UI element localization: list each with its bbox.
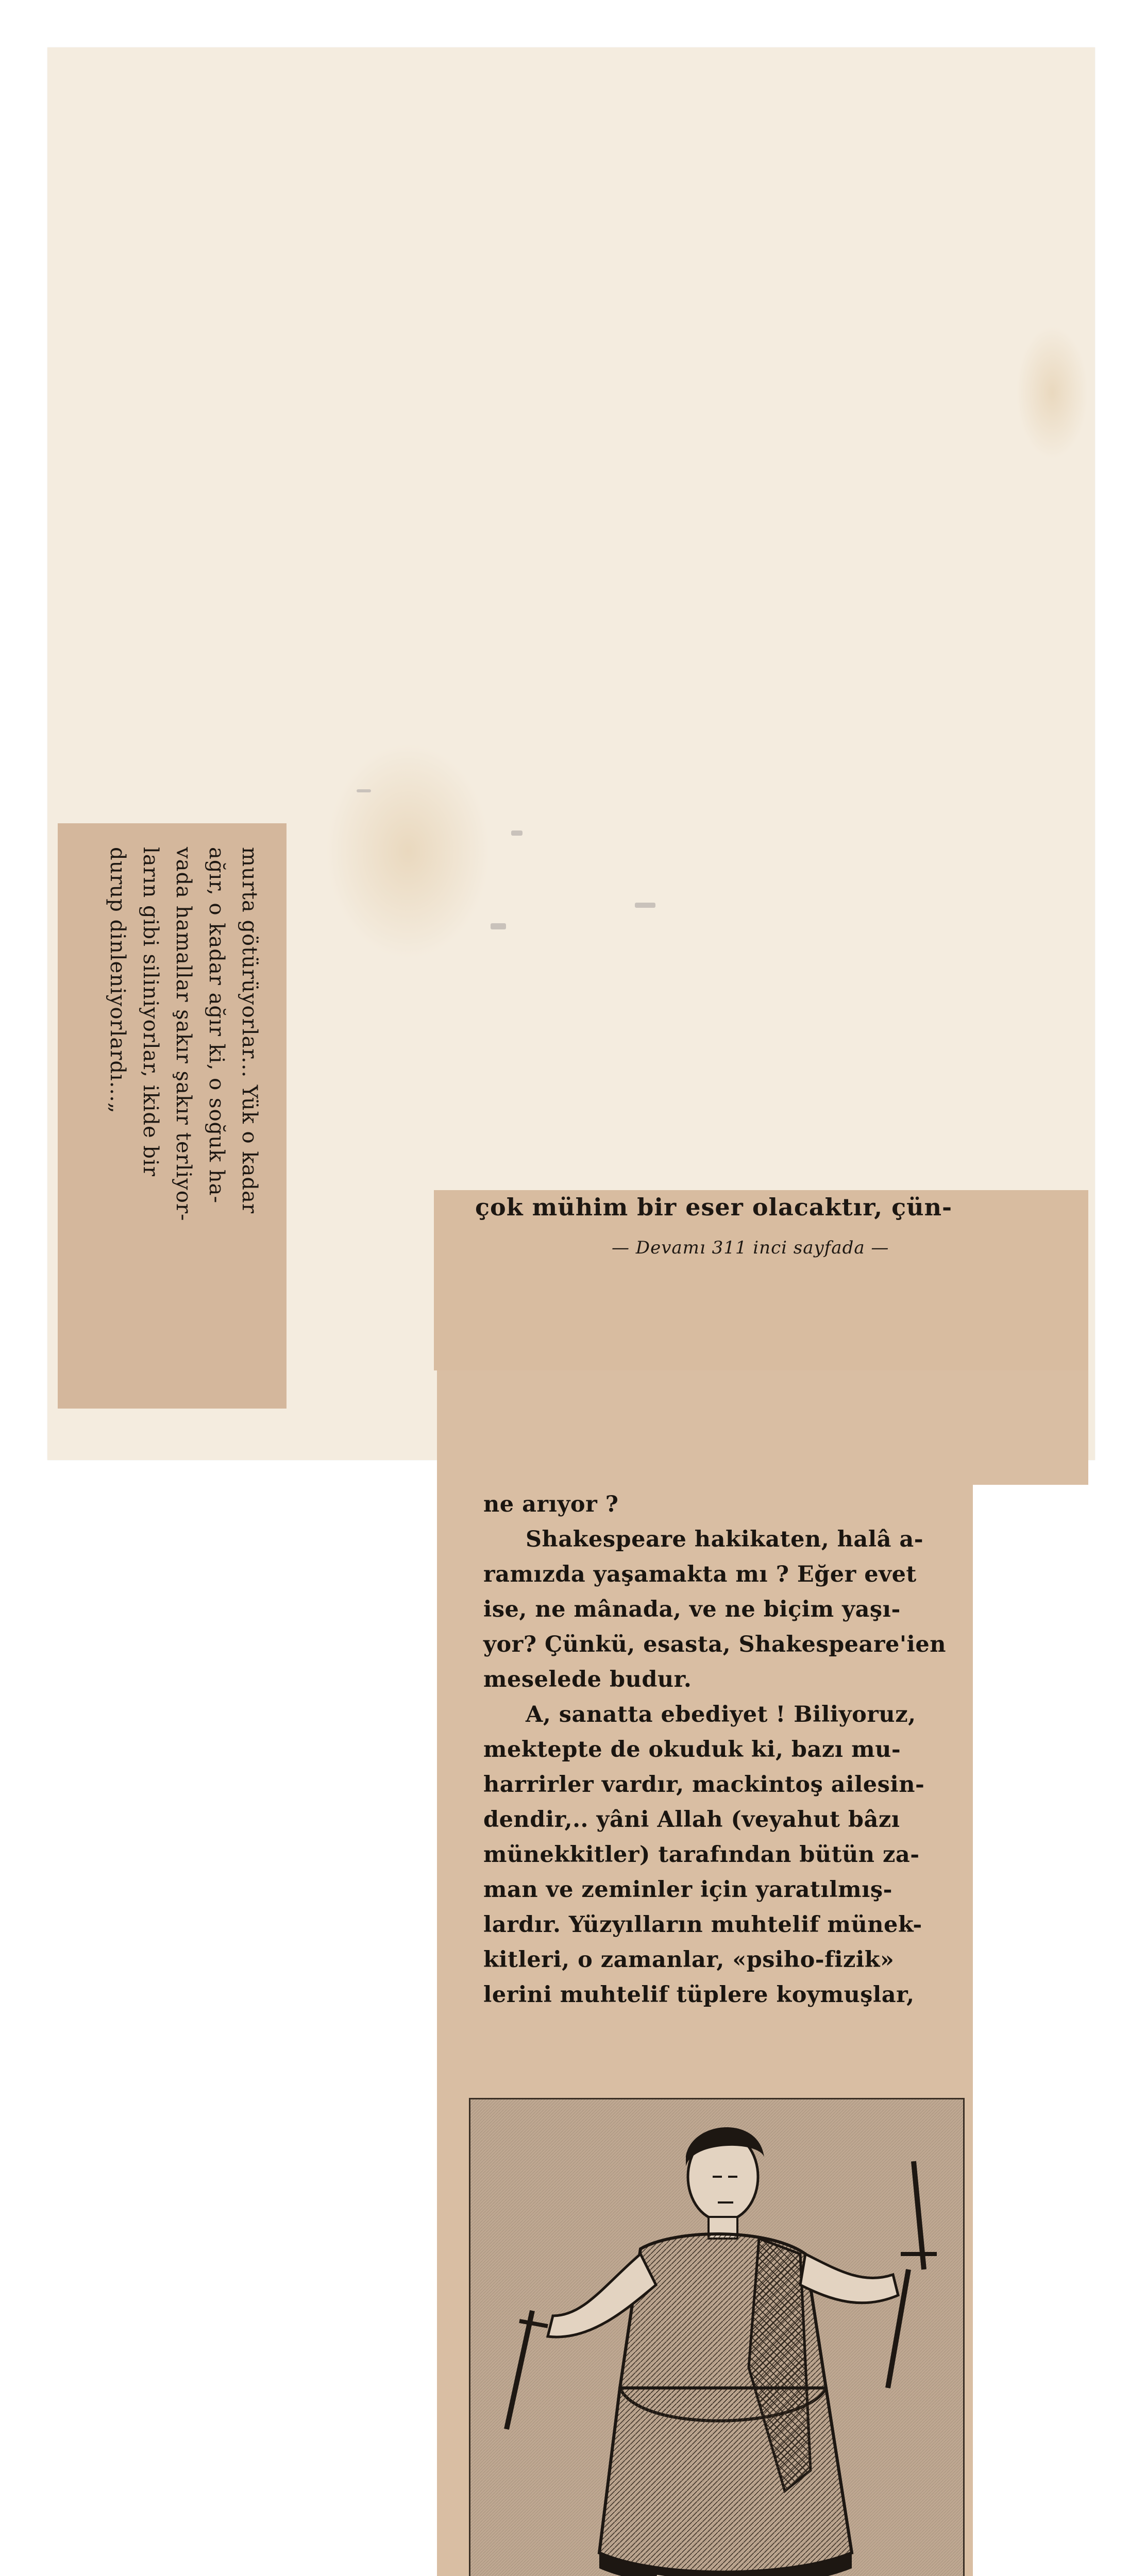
article-text — [483, 1487, 973, 2012]
article-line: meselede budur. — [483, 1667, 692, 1692]
left-clipping-line: vada hamallar şakır şakır terliyor- — [172, 847, 195, 1222]
article-line: dendir,.. yâni Allah (veyahut bâzı — [483, 1807, 900, 1833]
article-line: ne arıyor ? — [483, 1492, 619, 1517]
article-line: ramızda yaşamakta mı ? Eğer evet — [483, 1562, 917, 1587]
article-clipping — [437, 1370, 973, 2576]
article-line: A, sanatta ebediyet ! Biliyoruz, — [526, 1702, 916, 1727]
article-line: ise, ne mânada, ve ne biçim yaşı- — [483, 1597, 901, 1622]
top-clipping-line: çok mühim bir eser olacaktır, çün- — [475, 1193, 953, 1221]
article-line: Shakespeare hakikaten, halâ a- — [526, 1527, 924, 1552]
left-clipping-line: durup dinleniyorlardı...„ — [106, 847, 129, 1114]
article-line: münekkitler) tarafından bütün za- — [483, 1842, 920, 1868]
article-line: lerini muhtelif tüplere koymuşlar, — [483, 1982, 915, 2008]
article-line: lardır. Yüzyılların muhtelif münek- — [483, 1912, 922, 1938]
article-line: kitleri, o zamanlar, «psiho-fizik» — [483, 1947, 895, 1973]
left-clipping-text — [58, 823, 287, 1409]
article-line: harrirler vardır, mackintoş ailesin- — [483, 1772, 925, 1798]
left-clipping — [58, 823, 287, 1409]
top-clipping — [434, 1190, 1088, 1370]
illustration-edmund-kean — [469, 2098, 965, 2576]
left-clipping-line: murta götürüyorlar... Yük o kadar — [238, 847, 261, 1214]
left-clipping-line: ların gibi siliniyorlar, ikide bir — [139, 847, 162, 1177]
article-line: man ve zeminler için yaratılmış- — [483, 1877, 892, 1903]
article-line: yor? Çünkü, esasta, Shakespeare'ien — [483, 1632, 946, 1657]
actor-engraving — [470, 2099, 963, 2576]
continued-note: — Devamı 311 inci sayfada — — [612, 1238, 889, 1258]
left-clipping-line: ağır, o kadar ağır ki, o soğuk ha- — [205, 847, 228, 1204]
article-line: mektepte de okuduk ki, bazı mu- — [483, 1737, 901, 1762]
